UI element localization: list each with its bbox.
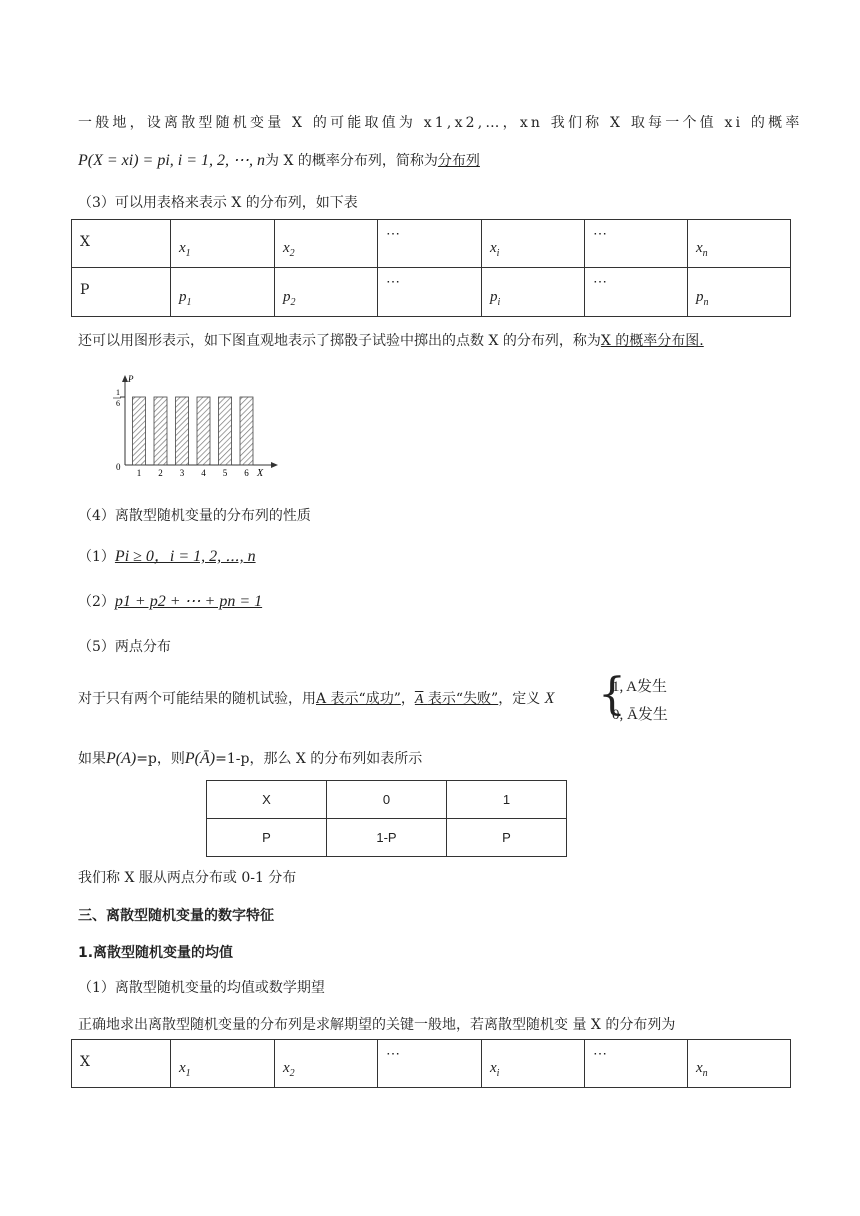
x-tick-label: 6 <box>244 468 249 478</box>
distribution-graph-term: X 的概率分布图. <box>600 333 704 349</box>
definition-text: 为 X 的概率分布列，简称为 <box>265 153 438 169</box>
table-cell: $x_n$ <box>688 220 791 268</box>
origin-label: 0 <box>116 462 121 472</box>
if-line <box>78 748 422 768</box>
table-cell: X <box>72 1040 171 1088</box>
bar <box>154 397 167 465</box>
item-4-heading: （4）离散型随机变量的分布列的性质 <box>78 508 311 524</box>
x-tick-label: 3 <box>179 468 185 478</box>
table-cell: X <box>207 781 327 819</box>
failure-text: 表示“失败” <box>427 691 499 707</box>
graph-sentence <box>78 330 704 350</box>
table-cell: 1-P <box>327 819 447 857</box>
if-eq1: =p，则 <box>136 751 185 767</box>
distribution-formula: P(X = xi) = pi, i = 1, 2, ⋯, n <box>78 152 266 169</box>
bar <box>176 397 189 465</box>
table-row-x <box>72 220 791 268</box>
table-cell: ⋯ <box>585 220 688 268</box>
property-1 <box>78 543 256 566</box>
property-2-formula: p1 + p2 + ⋯ + pn = 1 <box>114 593 263 610</box>
x-axis-arrow <box>271 462 278 468</box>
item-5-heading: （5）两点分布 <box>78 639 171 655</box>
table-cell: ⋯ <box>378 220 482 268</box>
two-point-definition <box>78 688 554 708</box>
property-1-formula: Pi ≥ 0，i = 1, 2, ⋯, n <box>114 548 256 565</box>
y-tick-numerator: 1 <box>116 388 120 397</box>
table-row <box>207 819 567 857</box>
x-tick-label: 5 <box>222 468 228 478</box>
table-cell: P <box>447 819 567 857</box>
table-cell: ⋯ <box>585 1040 688 1088</box>
table-cell: $x_1$ <box>171 1040 275 1088</box>
table-row-p <box>72 268 791 317</box>
table-cell: $p_n$ <box>688 268 791 317</box>
table-cell: $x_i$ <box>482 1040 585 1088</box>
table-cell: ⋯ <box>378 268 482 317</box>
property-1-label: （1） <box>78 549 115 565</box>
x-axis-label: X <box>257 468 264 479</box>
table-cell: ⋯ <box>378 1040 482 1088</box>
bar <box>133 397 146 465</box>
table-cell: $x_n$ <box>688 1040 791 1088</box>
probability-distribution-chart <box>105 370 295 480</box>
table-cell: $p_1$ <box>171 268 275 317</box>
x-variable: X <box>544 690 555 707</box>
table-cell: $p_i$ <box>482 268 585 317</box>
x-tick-label: 4 <box>201 468 206 478</box>
section-3-heading: 三、离散型随机变量的数字特征 <box>78 908 274 924</box>
piecewise-brace: { <box>598 669 626 720</box>
graph-sentence-text: 还可以用图形表示，如下图直观地表示了掷骰子试验中掷出的点数 X 的分布列，称为 <box>78 333 601 349</box>
table-cell: $x_2$ <box>275 220 378 268</box>
define-text: ，定义 <box>498 691 541 707</box>
definition-line-1: 一般地，设离散型随机变量 X 的可能取值为 x1,x2,…，xn 我们称 X 取每一个值 xi 的概率 <box>78 115 803 131</box>
table-cell: $x_i$ <box>482 220 585 268</box>
table-cell: 0 <box>327 781 447 819</box>
separator: ， <box>400 691 415 707</box>
table-cell: P <box>72 268 171 317</box>
table-row-x <box>72 1040 791 1088</box>
table-cell: 1 <box>447 781 567 819</box>
if-eq2: =1-p，那么 X 的分布列如表所示 <box>215 751 423 767</box>
bar <box>240 397 253 465</box>
table-cell: $x_2$ <box>275 1040 378 1088</box>
table-cell: P <box>207 819 327 857</box>
failure-term: A 表示“失败” <box>414 691 499 707</box>
subsection-1-heading: 1.离散型随机变量的均值 <box>78 945 234 961</box>
if-prefix: 如果 <box>78 751 106 767</box>
case-1: 1, A发生 <box>612 679 668 695</box>
bar <box>197 397 210 465</box>
two-point-table <box>206 780 567 857</box>
x-tick-label: 2 <box>158 468 163 478</box>
table-row <box>207 781 567 819</box>
distribution-table <box>71 219 791 317</box>
item-3-heading: （3）可以用表格来表示 X 的分布列，如下表 <box>78 195 358 211</box>
table-cell: $x_1$ <box>171 220 275 268</box>
case-2: 0, Ā发生 <box>612 707 668 723</box>
table-cell: X <box>72 220 171 268</box>
x-tick-label: 1 <box>136 468 142 478</box>
y-tick-denominator: 6 <box>116 399 120 408</box>
distribution-term: 分布列 <box>437 153 480 169</box>
two-point-conclusion: 我们称 X 服从两点分布或 0-1 分布 <box>78 870 297 886</box>
definition-prefix: 对于只有两个可能结果的随机试验，用 <box>78 691 316 707</box>
prob-abar: P(Ā) <box>184 750 216 767</box>
table-cell: $p_2$ <box>275 268 378 317</box>
expectation-heading: （1）离散型随机变量的均值或数学期望 <box>78 980 325 996</box>
y-axis-label: P <box>128 374 134 384</box>
table-cell: ⋯ <box>585 268 688 317</box>
expectation-sentence: 正确地求出离散型随机变量的分布列是求解期望的关键一般地，若离散型随机变 量 X 的分布列为 <box>78 1017 676 1033</box>
property-2 <box>78 591 262 611</box>
property-2-label: （2） <box>78 594 115 610</box>
prob-a: P(A) <box>106 750 137 767</box>
definition-line-2 <box>78 150 480 170</box>
bar <box>219 397 232 465</box>
expectation-table <box>71 1039 791 1088</box>
success-term: A 表示“成功” <box>316 691 401 707</box>
